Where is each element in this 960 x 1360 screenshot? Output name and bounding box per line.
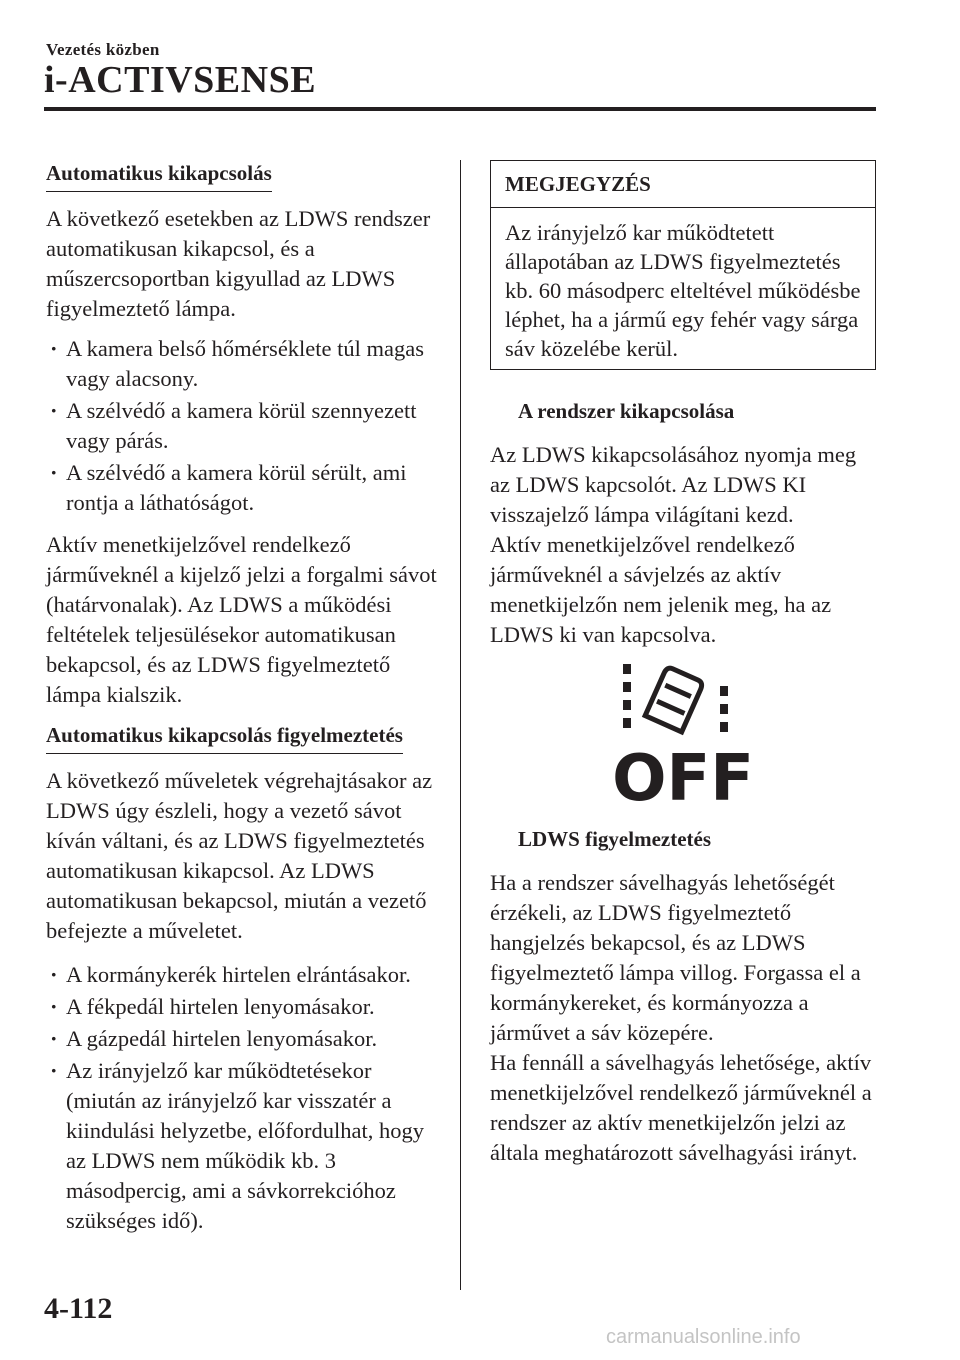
section-label: Vezetés közben <box>46 40 160 59</box>
auto-off-warning-paragraph: A következő műveletek végrehajtásakor az LDWS úgy észleli, hogy a vezető sávot kíván váltani, és az LDWS figyelmeztetés automatikusan kikapcsol. Az LDWS automatikusan bekapcsol, miután a vezető befejezte a műveletet. <box>46 768 433 943</box>
auto-off-warning-heading: Automatikus kikapcsolás figyelmeztetés <box>46 721 403 754</box>
list-item: · A szélvédő a kamera körül szennyezett vagy párás. <box>46 396 438 456</box>
system-off-paragraph-1: Az LDWS kikapcsolásához nyomja meg az LDWS kapcsolót. Az LDWS KI visszajelző lámpa világítani kezd. <box>490 442 857 527</box>
list-item: · A gázpedál hirtelen lenyomásakor. <box>46 1024 438 1054</box>
list-item: · A kamera belső hőmérséklete túl magas vagy alacsony. <box>46 334 438 394</box>
left-column <box>46 158 438 1248</box>
list-item: · A kormánykerék hirtelen elrántásakor. <box>46 960 438 990</box>
ldws-warning-paragraph-2: Ha fennáll a sávelhagyás lehetősége, aktív menetkijelzővel rendelkező járműveknél a rendszer az aktív menetkijelzőn jelzi az általa meghatározott sávelhagyási irányt. <box>490 1050 872 1165</box>
auto-off-heading: Automatikus kikapcsolás <box>46 159 272 192</box>
ldws-off-indicator <box>490 664 876 816</box>
list-item: · Az irányjelző kar működtetésekor (miután az irányjelző kar visszatér a kiindulási helyzetbe, előfordulhat, hogy az LDWS nem működik kb. 3 másodpercig, ami a sávkorrekcióhoz szükséges idő). <box>46 1056 438 1236</box>
right-column <box>490 160 876 1178</box>
page-number: 4-112 <box>44 1292 113 1325</box>
ldws-warning-heading: LDWS figyelmeztetés <box>518 827 712 851</box>
auto-off-list <box>46 334 438 518</box>
off-text: OFF <box>612 742 754 816</box>
ldws-warning-paragraph-1: Ha a rendszer sávelhagyás lehetőségét érzékeli, az LDWS figyelmeztető hangjelzés bekapcsol, és az LDWS figyelmeztető lámpa villog. Forgassa el a kormánykereket, és kormányozza a járművet a sáv közepére. <box>490 870 861 1045</box>
note-title: MEGJEGYZÉS <box>491 161 875 208</box>
system-off-paragraph-2: Aktív menetkijelzővel rendelkező járműveknél a sávjelzés az aktív menetkijelzőn nem jelenik meg, ha az LDWS ki van kapcsolva. <box>490 532 832 647</box>
system-off-heading: A rendszer kikapcsolása <box>518 399 735 423</box>
list-item: · A szélvédő a kamera körül sérült, ami rontja a láthatóságot. <box>46 458 438 518</box>
active-display-paragraph: Aktív menetkijelzővel rendelkező járműveknél a kijelző jelzi a forgalmi sávot (határvonalak). Az LDWS a működési feltételek teljesülésekor automatikusan bekapcsol, és az LDWS figyelmeztető lámpa kialszik. <box>46 532 437 707</box>
watermark: carmanualsonline.info <box>606 1326 801 1348</box>
list-item: · A fékpedál hirtelen lenyomásakor. <box>46 992 438 1022</box>
note-text: Az irányjelző kar működtetett állapotában az LDWS figyelmeztetés kb. 60 másodperc elteltével működésbe léphet, ha a jármű egy fehér vagy sárga sáv közelébe kerül. <box>505 220 861 361</box>
column-divider <box>460 160 461 1290</box>
auto-off-paragraph: A következő esetekben az LDWS rendszer automatikusan kikapcsol, és a műszercsoportban kigyullad az LDWS figyelmeztető lámpa. <box>46 206 431 321</box>
note-box <box>490 160 876 370</box>
warning-list <box>46 960 438 1236</box>
header-divider <box>44 107 876 111</box>
ldws-off-icon <box>612 664 754 816</box>
page-title: i-ACTIVSENSE <box>44 59 317 101</box>
